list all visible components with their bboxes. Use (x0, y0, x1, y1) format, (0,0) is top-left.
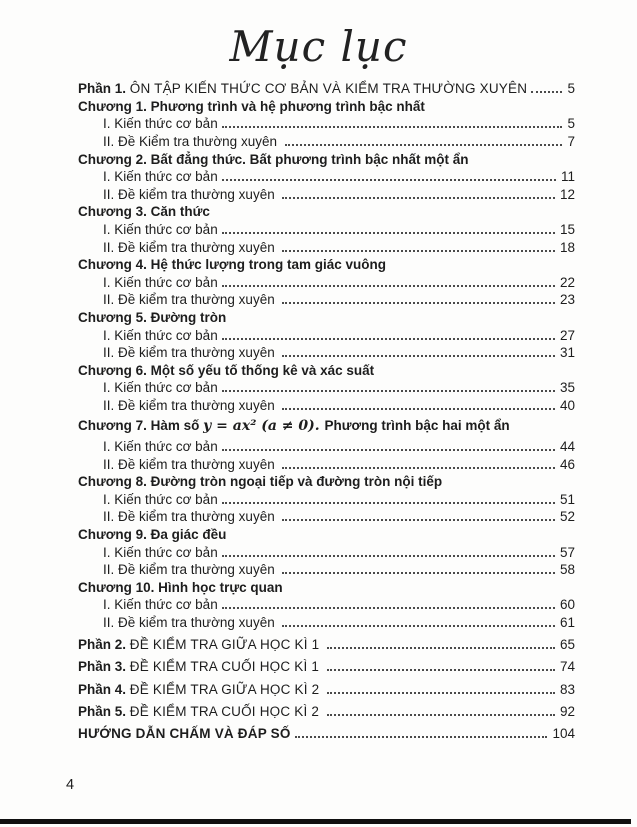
toc-entry-title: I. Kiến thức cơ bản (103, 116, 218, 132)
dotted-leader (222, 502, 555, 504)
toc-entry-label: Chương 7. (78, 417, 151, 433)
toc-entry-title: I. Kiến thức cơ bản (103, 274, 218, 290)
toc-entry-page-number: 65 (559, 637, 575, 653)
toc-entry-item (78, 544, 575, 562)
toc-entry-label: Chương 10. (78, 579, 159, 595)
toc-entry-title: I. Kiến thức cơ bản (103, 169, 218, 185)
toc-entry-item (78, 379, 575, 397)
toc-entry-title: II. Đề Kiểm tra thường xuyên (103, 133, 281, 149)
toc-entry-page-number: 22 (559, 274, 575, 290)
toc-entry-item (78, 456, 575, 474)
dotted-leader (531, 91, 562, 93)
toc-entry-item (78, 133, 575, 151)
toc-entry-title: Một số yếu tố thống kê và xác suất (150, 362, 375, 378)
dotted-leader (285, 144, 563, 146)
toc-entry-page-number: 61 (559, 615, 575, 630)
bottom-edge-bar (0, 819, 631, 824)
toc-entry-title: I. Kiến thức cơ bản (103, 439, 218, 455)
dotted-leader (222, 179, 556, 181)
toc-entry-title: II. Đề kiểm tra thường xuyên (103, 239, 279, 255)
dotted-leader (282, 197, 555, 199)
toc-entry-chapter (78, 417, 575, 436)
toc-entry-page-number: 7 (567, 133, 575, 149)
toc-entry-chapter (78, 362, 575, 380)
toc-entry-page-number: 58 (559, 562, 575, 578)
toc-entry-item (78, 115, 575, 133)
toc-entry-page-number: 40 (559, 397, 575, 413)
dotted-leader (327, 714, 555, 716)
toc-entry-page-number: 104 (552, 725, 575, 741)
toc-entry-page-number: 57 (559, 544, 575, 560)
toc-entry-page-number: 18 (559, 239, 575, 255)
toc-entry-chapter (78, 203, 575, 221)
toc-entry-title: Căn thức (150, 204, 210, 220)
dotted-leader (282, 625, 555, 627)
toc-entry-label: Phần 3. (78, 659, 130, 675)
toc-entry-page-number: 74 (559, 659, 575, 675)
dotted-leader (222, 126, 563, 128)
toc-entry-label: Phần 2. (78, 637, 130, 653)
toc-entry-title: II. Đề kiểm tra thường xuyên (103, 562, 279, 578)
toc-entry-title: ĐỀ KIỂM TRA GIỮA HỌC KÌ 1 (129, 637, 324, 653)
toc-entry-title: Phương trình và hệ phương trình bậc nhất (150, 98, 425, 114)
toc-entry-title: II. Đề kiểm tra thường xuyên (103, 292, 279, 308)
toc-entry-title: I. Kiến thức cơ bản (103, 327, 218, 343)
toc-entry-title-suffix: Phương trình bậc hai một ẩn (324, 417, 510, 433)
toc-entry-page-number: 83 (559, 681, 575, 697)
toc-entry-chapter (78, 526, 575, 544)
toc-entry-chapter (78, 98, 575, 116)
toc-entry-item (78, 221, 575, 239)
toc-entry-page-number: 46 (559, 456, 575, 472)
page-title: Mục lục (229, 22, 408, 71)
toc-entry-page-number: 92 (559, 703, 575, 719)
dotted-leader (282, 355, 555, 357)
dotted-leader (222, 232, 555, 234)
toc-entry-title: Đường tròn ngoại tiếp và đường tròn nội tiếp (150, 474, 443, 490)
toc-entry-title: Bất đẳng thức. Bất phương trình bậc nhất một ẩn (150, 151, 469, 167)
toc-entry-page-number: 5 (567, 81, 575, 97)
toc-entry-title: II. Đề kiểm tra thường xuyên (103, 615, 279, 630)
toc-entry-chapter (78, 309, 575, 327)
toc-entry-page-number: 12 (559, 186, 575, 202)
toc-entry-item (78, 397, 575, 415)
toc-entry-item (78, 168, 575, 186)
dotted-leader (282, 408, 555, 410)
toc-entry-title: II. Đề kiểm tra thường xuyên (103, 345, 279, 361)
toc-entry-label: Chương 8. (78, 474, 151, 490)
dotted-leader (222, 607, 555, 609)
toc-entry-page-number: 51 (559, 491, 575, 507)
toc-entry-title: Hình học trực quan (158, 579, 283, 595)
toc-entry-page-number: 23 (559, 292, 575, 308)
toc-entry-item (78, 291, 575, 309)
toc-entry-chapter (78, 256, 575, 274)
toc-entry-item (78, 344, 575, 362)
dotted-leader (222, 390, 555, 392)
toc-entry-chapter (78, 151, 575, 169)
toc-entry-page-number: 31 (559, 345, 575, 361)
dotted-leader (222, 449, 555, 451)
dotted-leader (222, 338, 555, 340)
toc-entry-title: ÔN TẬP KIẾN THỨC CƠ BẢN VÀ KIỂM TRA THƯỜNG XUYÊN (129, 81, 528, 97)
toc-entry-label: Chương 9. (78, 527, 151, 543)
toc-entry-title: Đường tròn (150, 309, 227, 325)
toc-entry-item (78, 561, 575, 579)
toc-entry-item (78, 508, 575, 526)
toc-entry-part (78, 636, 575, 654)
dotted-leader (282, 572, 555, 574)
dotted-leader (327, 669, 555, 671)
toc-entry-title: Hàm số (150, 417, 204, 433)
toc-entry-label: Chương 5. (78, 309, 151, 325)
toc-entry-title: I. Kiến thức cơ bản (103, 597, 218, 613)
toc-entry-title: II. Đề kiểm tra thường xuyên (103, 186, 279, 202)
toc-entry-item (78, 274, 575, 292)
toc-entry-item (78, 239, 575, 257)
footer-page-number: 4 (66, 777, 75, 793)
dotted-leader (282, 250, 555, 252)
toc-entry-title: I. Kiến thức cơ bản (103, 491, 218, 507)
toc-entry-math-formula: y = ax² (a ≠ 0). (203, 417, 325, 434)
toc-entry-title: ĐỀ KIỂM TRA CUỐI HỌC KÌ 2 (129, 703, 324, 719)
toc-entry-page-number: 52 (559, 509, 575, 525)
toc-entry-item (78, 596, 575, 614)
dotted-leader (295, 736, 548, 738)
dotted-leader (222, 285, 555, 287)
toc-entry-label: Phần 1. (78, 81, 130, 97)
toc-entry-part (78, 80, 575, 98)
toc-entry-chapter (78, 579, 575, 597)
toc-entry-label: Chương 1. (78, 98, 151, 114)
toc-entry-page-number: 15 (559, 221, 575, 237)
toc-entry-label: Phần 5. (78, 703, 130, 719)
toc-entry-part (78, 681, 575, 699)
toc-entry-title: II. Đề kiểm tra thường xuyên (103, 509, 279, 525)
dotted-leader (282, 519, 555, 521)
dotted-leader (282, 467, 555, 469)
toc-entry-chapter (78, 473, 575, 491)
toc-entry-item (78, 491, 575, 509)
toc-entry-label: Chương 4. (78, 257, 151, 273)
toc-entry-page-number: 35 (559, 380, 575, 396)
toc-entry-title: HƯỚNG DẪN CHẤM VÀ ĐÁP SỐ (78, 725, 291, 741)
toc-entry-label: Chương 2. (78, 151, 151, 167)
dotted-leader (327, 647, 555, 649)
toc-entry-page-number: 44 (559, 439, 575, 455)
toc-entry-title: I. Kiến thức cơ bản (103, 544, 218, 560)
toc-entry-page-number: 60 (559, 597, 575, 613)
dotted-leader (222, 555, 555, 557)
dotted-leader (282, 302, 555, 304)
toc-entry-item (78, 614, 575, 632)
toc-entry-part (78, 703, 575, 721)
toc-entry-page-number: 11 (560, 169, 575, 185)
toc-entry-heading (78, 725, 575, 743)
toc-entry-label: Chương 6. (78, 362, 151, 378)
toc-entry-title: I. Kiến thức cơ bản (103, 380, 218, 396)
toc-entry-title: II. Đề kiểm tra thường xuyên (103, 456, 279, 472)
toc-entry-title: ĐỀ KIỂM TRA CUỐI HỌC KÌ 1 (129, 659, 324, 675)
dotted-leader (327, 692, 555, 694)
table-of-contents (78, 80, 575, 742)
toc-entry-page-number: 5 (567, 116, 575, 132)
toc-entry-item (78, 438, 575, 456)
toc-entry-page-number: 27 (559, 327, 575, 343)
toc-entry-title: Hệ thức lượng trong tam giác vuông (150, 257, 387, 273)
toc-entry-title: ĐỀ KIỂM TRA GIỮA HỌC KÌ 2 (129, 681, 324, 697)
toc-entry-title: I. Kiến thức cơ bản (103, 221, 218, 237)
toc-entry-title: II. Đề kiểm tra thường xuyên (103, 397, 279, 413)
toc-entry-part (78, 658, 575, 676)
toc-entry-item (78, 327, 575, 345)
toc-entry-label: Chương 3. (78, 204, 151, 220)
toc-entry-title: Đa giác đều (150, 527, 227, 543)
toc-entry-label: Phần 4. (78, 681, 130, 697)
toc-entry-item (78, 186, 575, 204)
